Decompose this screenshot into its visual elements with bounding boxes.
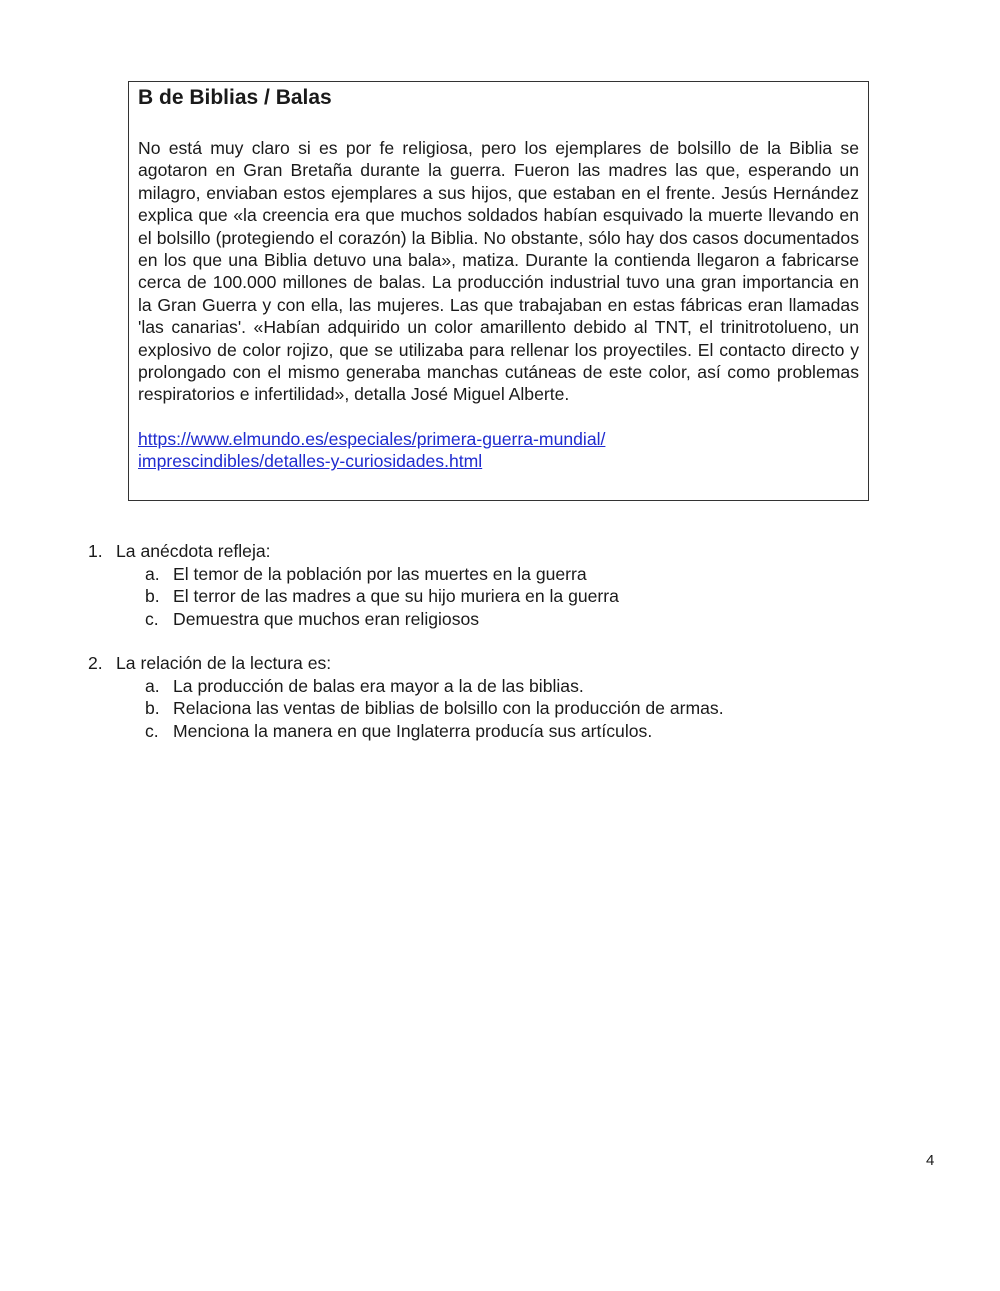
option-text: El terror de las madres a que su hijo muriera en la guerra xyxy=(173,586,619,606)
question-2 xyxy=(88,652,948,742)
option-text: Demuestra que muchos eran religiosos xyxy=(173,608,480,629)
page-number: 4 xyxy=(926,1152,935,1169)
option-letter: a. xyxy=(145,675,160,696)
option-letter: b. xyxy=(145,698,160,718)
option-1c xyxy=(145,608,948,631)
option-letter: c. xyxy=(145,608,159,629)
reading-box xyxy=(128,81,869,501)
question-1 xyxy=(88,540,948,630)
option-letter: a. xyxy=(145,563,160,584)
option-2c xyxy=(145,720,948,743)
question-text: La anécdota refleja: xyxy=(116,541,271,561)
reading-body: No está muy claro si es por fe religiosa, pero los ejemplares de bolsillo de la Biblia se agotaron en Gran Bretaña durante la guerra. Fueron las madres las que, esperando un milagro, enviaban estos ejemplares a sus hijos, que estaban en el frente. Jesús Hernández explica que «la creencia era que muchos soldados habían esquivado la muerte llevando en el bolsillo (protegiendo el corazón) la Biblia. No obstante, sólo hay dos casos documentados en los que una Biblia detuvo una bala», matiza. Durante la contienda llegaron a fabricarse cerca de 100.000 millones de balas. La producción industrial tuvo una gran importancia en la Gran Guerra y con ella, las mujeres. Las que trabajaban en estas fábricas eran llamadas 'las canarias'. «Habían adquirido un color amarillento debido al TNT, el trinitrotolueno, un explosivo de color rojizo, que se utilizaba para rellenar los proyectiles. El contacto directo y prolongado con el mismo generaba manchas cutáneas de este color, así como problemas respiratorios e infertilidad», detalla José Miguel Alberte. xyxy=(138,138,859,405)
question-list xyxy=(88,540,948,764)
option-text: La producción de balas era mayor a la de las biblias. xyxy=(173,675,584,696)
option-2a xyxy=(145,675,948,698)
option-2b xyxy=(145,697,948,720)
option-text: Menciona la manera en que Inglaterra producía sus artículos. xyxy=(173,720,653,741)
option-letter: b. xyxy=(145,586,160,606)
question-text: La relación de la lectura es: xyxy=(116,653,332,673)
question-number: 1. xyxy=(88,541,103,561)
option-letter: c. xyxy=(145,720,159,741)
option-text: El temor de la población por las muertes en la guerra xyxy=(173,563,587,584)
source-link[interactable]: https://www.elmundo.es/especiales/primera-guerra-mundial/imprescindibles/detalles-y-curiosidades.html xyxy=(138,428,606,472)
option-1b xyxy=(145,585,948,608)
question-number: 2. xyxy=(88,653,103,673)
reading-title: B de Biblias / Balas xyxy=(138,86,332,109)
option-1a xyxy=(145,563,948,586)
option-text: Relaciona las ventas de biblias de bolsillo con la producción de armas. xyxy=(173,698,724,718)
